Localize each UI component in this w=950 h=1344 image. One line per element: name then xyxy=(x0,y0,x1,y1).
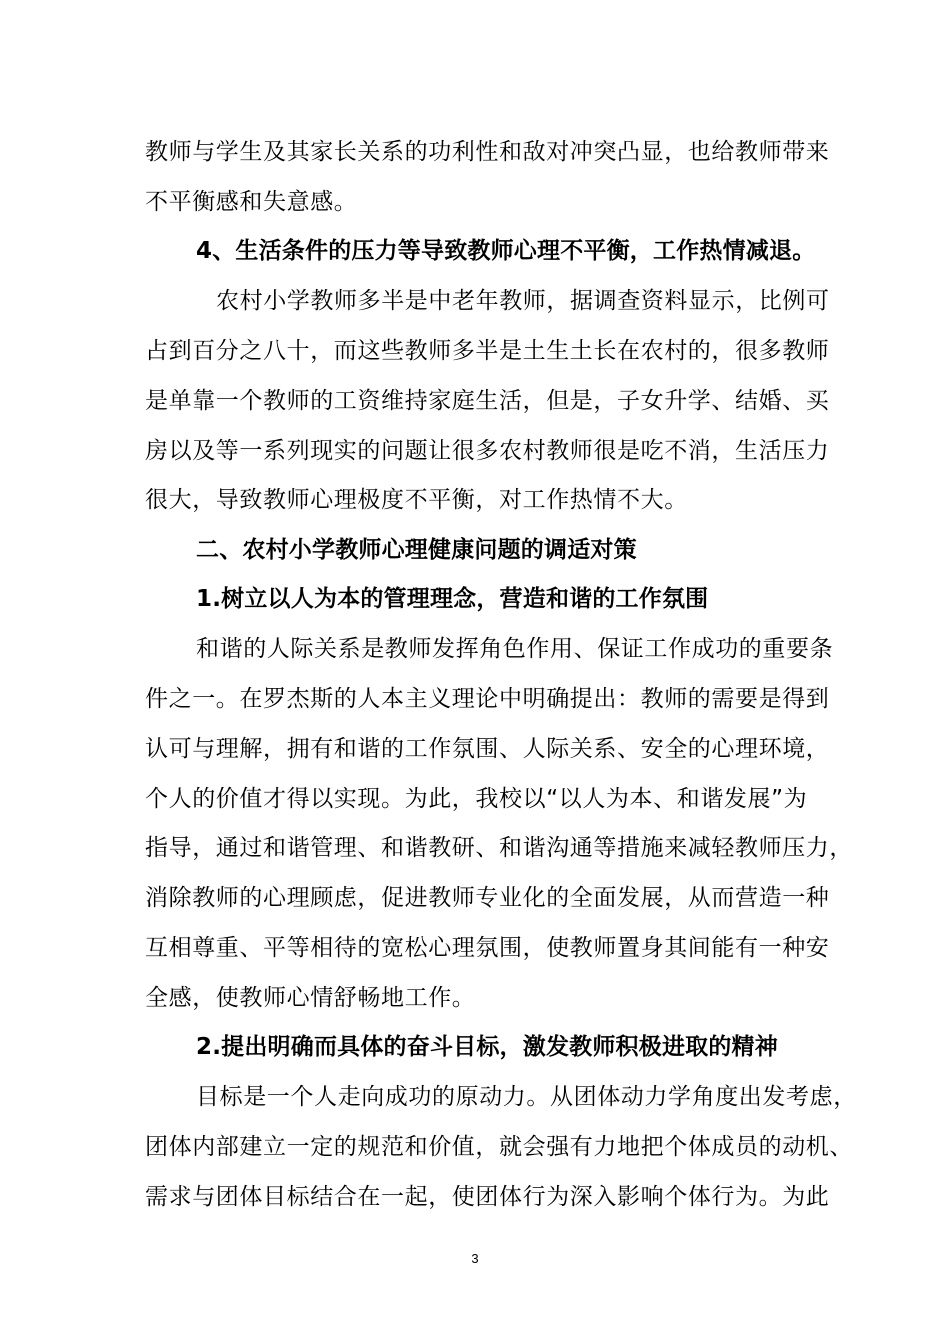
body-text-line: 房以及等一系列现实的问题让很多农村教师很是吃不消，生活压力 xyxy=(145,438,830,464)
body-text-line: 农村小学教师多半是中老年教师，据调查资料显示，比例可 xyxy=(216,288,830,314)
body-text-line: 很大，导致教师心理极度不平衡，对工作热情不大。 xyxy=(145,487,688,513)
body-text-line: 件之一。在罗杰斯的人本主义理论中明确提出：教师的需要是得到 xyxy=(145,686,830,712)
body-text-line: 占到百分之八十，而这些教师多半是土生土长在农村的，很多教师 xyxy=(145,338,830,364)
body-text-line: 指导，通过和谐管理、和谐教研、和谐沟通等措施来减轻教师压力， xyxy=(145,835,853,861)
subsection-heading: 2.提出明确而具体的奋斗目标，激发教师积极进取的精神 xyxy=(196,1034,778,1060)
body-text-line: 和谐的人际关系是教师发挥角色作用、保证工作成功的重要条 xyxy=(196,636,834,662)
page-number: 3 xyxy=(471,1251,479,1266)
body-text-line: 认可与理解，拥有和谐的工作氛围、人际关系、安全的心理环境， xyxy=(145,736,830,762)
body-text-line: 目标是一个人走向成功的原动力。从团体动力学角度出发考虑， xyxy=(196,1084,857,1110)
section-heading: 4、生活条件的压力等导致教师心理不平衡，工作热情减退。 xyxy=(196,238,816,264)
body-text-line: 消除教师的心理顾虑，促进教师专业化的全面发展，从而营造一种 xyxy=(145,885,830,911)
body-text-line: 互相尊重、平等相待的宽松心理氛围，使教师置身其间能有一种安 xyxy=(145,935,830,961)
body-text-line: 全感，使教师心情舒畅地工作。 xyxy=(145,985,476,1011)
section-heading: 二、农村小学教师心理健康问题的调适对策 xyxy=(196,537,637,563)
body-text-line: 是单靠一个教师的工资维持家庭生活，但是，子女升学、结婚、买 xyxy=(145,388,830,414)
body-text-line: 教师与学生及其家长关系的功利性和敌对冲突凸显，也给教师带来 xyxy=(145,139,830,165)
body-text-line: 个人的价值才得以实现。为此，我校以“以人为本、和谐发展”为 xyxy=(145,786,808,812)
body-text-line: 不平衡感和失意感。 xyxy=(145,189,358,215)
subsection-heading: 1.树立以人为本的管理理念，营造和谐的工作氛围 xyxy=(196,586,709,612)
body-text-line: 团体内部建立一定的规范和价值，就会强有力地把个体成员的动机、 xyxy=(145,1134,853,1160)
body-text-line: 需求与团体目标结合在一起，使团体行为深入影响个体行为。为此 xyxy=(145,1184,830,1210)
